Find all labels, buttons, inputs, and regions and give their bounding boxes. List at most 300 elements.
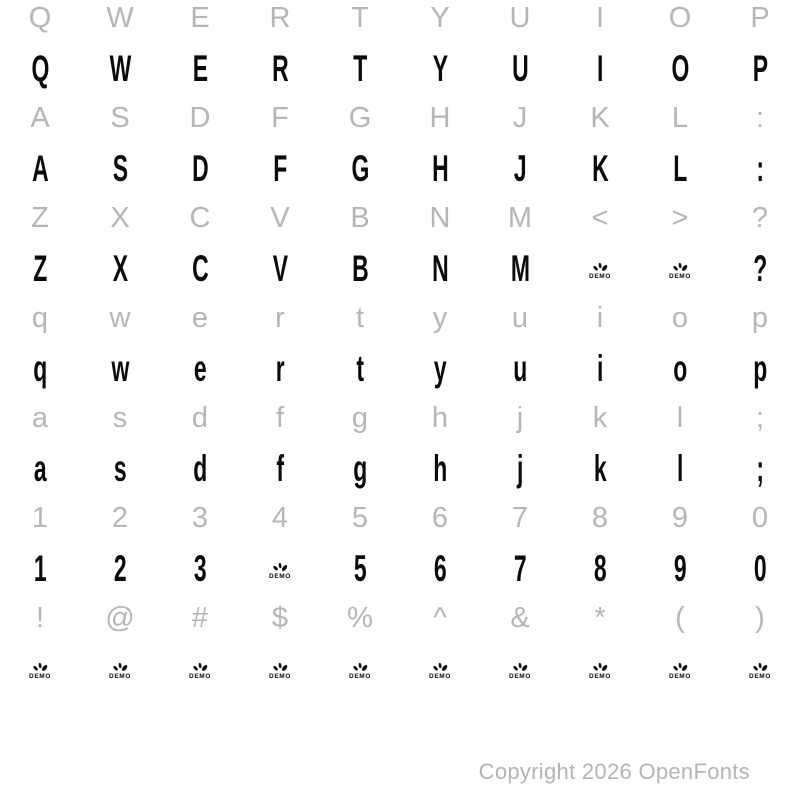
character-glyph: q	[32, 347, 48, 389]
character-glyph: u	[511, 301, 529, 334]
character-glyph: u	[512, 347, 528, 389]
demo-placeholder-glyph	[269, 561, 291, 581]
character-glyph: 8	[591, 501, 609, 534]
glyph-cell-r3-c5	[400, 143, 480, 193]
glyph-cell-r12-c7	[560, 593, 640, 643]
character-glyph: E	[192, 47, 208, 89]
glyph-cell-r9-c8	[640, 443, 720, 493]
demo-fleuron-icon	[752, 661, 769, 673]
character-glyph: i	[596, 347, 604, 389]
character-glyph: i	[596, 301, 604, 334]
character-glyph: )	[755, 601, 765, 634]
character-glyph: 7	[511, 501, 529, 534]
character-glyph: R	[271, 47, 289, 89]
copyright-watermark: Copyright 2026 OpenFonts	[478, 759, 750, 784]
character-glyph: 8	[593, 547, 607, 589]
glyph-cell-r4-c8	[640, 193, 720, 243]
character-glyph: D	[191, 147, 209, 189]
glyph-cell-r8-c0	[0, 393, 80, 443]
demo-placeholder-glyph	[29, 661, 51, 681]
glyph-cell-r0-c6	[480, 0, 560, 43]
character-glyph: o	[672, 347, 688, 389]
character-glyph: J	[512, 101, 528, 134]
character-glyph: T	[351, 1, 369, 34]
character-glyph: p	[752, 347, 768, 389]
glyph-cell-r7-c7	[560, 343, 640, 393]
glyph-cell-r9-c9	[720, 443, 800, 493]
glyph-cell-r8-c6	[480, 393, 560, 443]
glyph-cell-r9-c5	[400, 443, 480, 493]
glyph-cell-r13-c5	[400, 643, 480, 693]
glyph-cell-r4-c5	[400, 193, 480, 243]
character-glyph: 2	[111, 501, 129, 534]
character-glyph: <	[591, 201, 609, 234]
character-glyph: M	[510, 247, 530, 289]
glyph-cell-r0-c5	[400, 0, 480, 43]
glyph-cell-r11-c6	[480, 543, 560, 593]
character-glyph: #	[191, 601, 209, 634]
glyph-row-8-gray	[0, 393, 800, 443]
character-glyph: r	[275, 347, 285, 389]
glyph-cell-r6-c5	[400, 293, 480, 343]
glyph-cell-r0-c1	[80, 0, 160, 43]
character-glyph: A	[31, 147, 49, 189]
glyph-cell-r12-c9	[720, 593, 800, 643]
character-glyph: r	[275, 301, 285, 334]
glyph-cell-r13-c8	[640, 643, 720, 693]
glyph-cell-r12-c4	[320, 593, 400, 643]
character-glyph: $	[271, 601, 289, 634]
glyph-cell-r12-c0	[0, 593, 80, 643]
glyph-row-9-black	[0, 443, 800, 493]
glyph-row-7-black	[0, 343, 800, 393]
character-glyph: 1	[31, 501, 49, 534]
glyph-cell-r4-c0	[0, 193, 80, 243]
demo-label: DEMO	[349, 672, 371, 680]
glyph-cell-r3-c9	[720, 143, 800, 193]
glyph-cell-r5-c8	[640, 243, 720, 293]
character-glyph: V	[270, 201, 290, 234]
glyph-cell-r10-c1	[80, 493, 160, 543]
demo-fleuron-icon	[512, 661, 529, 673]
glyph-cell-r11-c5	[400, 543, 480, 593]
glyph-cell-r1-c0	[0, 43, 80, 93]
glyph-cell-r2-c6	[480, 93, 560, 143]
character-glyph: 6	[431, 501, 449, 534]
demo-label: DEMO	[589, 272, 611, 280]
demo-fleuron-icon	[672, 661, 689, 673]
character-glyph: O	[671, 47, 689, 89]
character-glyph: 5	[351, 501, 369, 534]
character-glyph: U	[509, 1, 531, 34]
demo-placeholder-glyph	[749, 661, 771, 681]
demo-label: DEMO	[109, 672, 131, 680]
glyph-cell-r5-c2	[160, 243, 240, 293]
glyph-cell-r4-c2	[160, 193, 240, 243]
glyph-row-6-gray	[0, 293, 800, 343]
glyph-cell-r0-c7	[560, 0, 640, 43]
glyph-cell-r1-c3	[240, 43, 320, 93]
glyph-cell-r13-c7	[560, 643, 640, 693]
glyph-row-13-black	[0, 643, 800, 693]
character-glyph: Z	[31, 201, 49, 234]
glyph-cell-r11-c2	[160, 543, 240, 593]
glyph-cell-r6-c0	[0, 293, 80, 343]
character-glyph: Q	[31, 47, 49, 89]
character-glyph: G	[348, 101, 372, 134]
glyph-cell-r6-c2	[160, 293, 240, 343]
glyph-cell-r7-c6	[480, 343, 560, 393]
glyph-cell-r7-c1	[80, 343, 160, 393]
character-glyph: g	[352, 447, 368, 489]
glyph-cell-r10-c0	[0, 493, 80, 543]
glyph-cell-r8-c7	[560, 393, 640, 443]
glyph-cell-r7-c0	[0, 343, 80, 393]
glyph-cell-r7-c9	[720, 343, 800, 393]
character-glyph: 0	[753, 547, 767, 589]
glyph-cell-r6-c9	[720, 293, 800, 343]
glyph-cell-r5-c6	[480, 243, 560, 293]
glyph-cell-r10-c6	[480, 493, 560, 543]
glyph-cell-r11-c0	[0, 543, 80, 593]
glyph-cell-r3-c6	[480, 143, 560, 193]
glyph-cell-r7-c8	[640, 343, 720, 393]
glyph-cell-r12-c5	[400, 593, 480, 643]
glyph-cell-r6-c7	[560, 293, 640, 343]
character-glyph: h	[431, 401, 449, 434]
glyph-cell-r11-c8	[640, 543, 720, 593]
demo-label: DEMO	[509, 672, 531, 680]
character-glyph: V	[272, 247, 288, 289]
character-glyph: Z	[32, 247, 48, 289]
glyph-cell-r12-c3	[240, 593, 320, 643]
glyph-cell-r6-c6	[480, 293, 560, 343]
glyph-cell-r1-c8	[640, 43, 720, 93]
character-glyph: e	[193, 347, 207, 389]
demo-placeholder-glyph	[669, 261, 691, 281]
character-glyph: 9	[671, 501, 689, 534]
glyph-cell-r8-c5	[400, 393, 480, 443]
character-glyph: 4	[271, 501, 289, 534]
character-glyph: P	[750, 1, 770, 34]
glyph-cell-r3-c0	[0, 143, 80, 193]
glyph-cell-r4-c7	[560, 193, 640, 243]
character-glyph: E	[190, 1, 210, 34]
glyph-cell-r12-c2	[160, 593, 240, 643]
glyph-cell-r10-c2	[160, 493, 240, 543]
glyph-cell-r9-c2	[160, 443, 240, 493]
glyph-cell-r5-c9	[720, 243, 800, 293]
character-glyph: 1	[33, 547, 47, 589]
character-glyph: U	[511, 47, 529, 89]
glyph-cell-r0-c8	[640, 0, 720, 43]
glyph-cell-r9-c4	[320, 443, 400, 493]
glyph-cell-r9-c7	[560, 443, 640, 493]
glyph-cell-r5-c0	[0, 243, 80, 293]
glyph-cell-r8-c2	[160, 393, 240, 443]
demo-placeholder-glyph	[509, 661, 531, 681]
glyph-cell-r3-c8	[640, 143, 720, 193]
glyph-cell-r0-c9	[720, 0, 800, 43]
character-glyph: a	[33, 447, 47, 489]
character-glyph: P	[752, 47, 768, 89]
glyph-cell-r4-c3	[240, 193, 320, 243]
character-glyph: I	[596, 47, 604, 89]
glyph-cell-r6-c8	[640, 293, 720, 343]
glyph-cell-r0-c3	[240, 0, 320, 43]
character-glyph: K	[590, 101, 610, 134]
character-glyph: o	[671, 301, 689, 334]
demo-fleuron-icon	[192, 661, 209, 673]
character-glyph: M	[507, 201, 533, 234]
character-glyph: y	[433, 347, 447, 389]
character-glyph: L	[671, 101, 689, 134]
glyph-cell-r13-c4	[320, 643, 400, 693]
glyph-cell-r11-c1	[80, 543, 160, 593]
glyph-cell-r3-c2	[160, 143, 240, 193]
glyph-row-5-black	[0, 243, 800, 293]
character-glyph: 3	[193, 547, 207, 589]
character-glyph: y	[432, 301, 448, 334]
glyph-cell-r2-c9	[720, 93, 800, 143]
glyph-cell-r0-c0	[0, 0, 80, 43]
glyph-cell-r11-c9	[720, 543, 800, 593]
glyph-cell-r11-c7	[560, 543, 640, 593]
character-glyph: 5	[353, 547, 367, 589]
character-glyph: d	[191, 401, 209, 434]
glyph-cell-r7-c4	[320, 343, 400, 393]
character-glyph: h	[432, 447, 448, 489]
character-glyph: H	[431, 147, 449, 189]
demo-fleuron-icon	[352, 661, 369, 673]
character-glyph: ^	[433, 601, 447, 634]
glyph-cell-r9-c6	[480, 443, 560, 493]
character-glyph: S	[112, 147, 128, 189]
glyph-cell-r8-c8	[640, 393, 720, 443]
character-glyph: 3	[191, 501, 209, 534]
glyph-cell-r13-c6	[480, 643, 560, 693]
glyph-cell-r8-c9	[720, 393, 800, 443]
character-glyph: l	[676, 447, 684, 489]
glyph-row-2-gray	[0, 93, 800, 143]
glyph-cell-r5-c4	[320, 243, 400, 293]
character-glyph: N	[429, 201, 451, 234]
character-glyph: l	[676, 401, 684, 434]
glyph-cell-r8-c4	[320, 393, 400, 443]
demo-placeholder-glyph	[429, 661, 451, 681]
character-glyph: w	[111, 347, 129, 389]
character-glyph: B	[350, 201, 370, 234]
character-glyph: *	[594, 601, 606, 634]
character-glyph: :	[756, 147, 764, 189]
character-glyph: w	[109, 301, 131, 334]
glyph-cell-r4-c6	[480, 193, 560, 243]
demo-label: DEMO	[429, 672, 451, 680]
demo-label: DEMO	[269, 672, 291, 680]
character-glyph: J	[513, 147, 527, 189]
glyph-cell-r6-c1	[80, 293, 160, 343]
glyph-cell-r0-c2	[160, 0, 240, 43]
demo-label: DEMO	[669, 272, 691, 280]
glyph-cell-r2-c2	[160, 93, 240, 143]
character-glyph: @	[105, 601, 135, 634]
glyph-cell-r11-c4	[320, 543, 400, 593]
character-glyph: F	[272, 147, 288, 189]
character-glyph: F	[271, 101, 289, 134]
demo-placeholder-glyph	[669, 661, 691, 681]
character-glyph: (	[675, 601, 685, 634]
glyph-cell-r5-c7	[560, 243, 640, 293]
character-glyph: k	[593, 447, 607, 489]
character-glyph: A	[30, 101, 50, 134]
character-glyph: Y	[432, 47, 448, 89]
character-glyph: ;	[755, 401, 765, 434]
glyph-cell-r8-c3	[240, 393, 320, 443]
character-glyph: >	[671, 201, 689, 234]
character-glyph: Y	[430, 1, 450, 34]
character-glyph: T	[352, 47, 368, 89]
demo-fleuron-icon	[592, 261, 609, 273]
glyph-cell-r9-c0	[0, 443, 80, 493]
character-glyph: s	[112, 401, 128, 434]
glyph-cell-r1-c4	[320, 43, 400, 93]
character-glyph: k	[592, 401, 608, 434]
character-glyph: W	[109, 47, 131, 89]
glyph-cell-r1-c2	[160, 43, 240, 93]
demo-fleuron-icon	[32, 661, 49, 673]
glyph-cell-r2-c7	[560, 93, 640, 143]
glyph-cell-r10-c5	[400, 493, 480, 543]
glyph-cell-r10-c3	[240, 493, 320, 543]
demo-label: DEMO	[669, 672, 691, 680]
character-glyph: &	[510, 601, 530, 634]
glyph-row-12-gray	[0, 593, 800, 643]
demo-fleuron-icon	[272, 661, 289, 673]
demo-placeholder-glyph	[109, 661, 131, 681]
character-glyph: N	[431, 247, 449, 289]
glyph-cell-r7-c5	[400, 343, 480, 393]
character-glyph: ?	[752, 247, 768, 289]
character-glyph: X	[112, 247, 128, 289]
glyph-cell-r2-c5	[400, 93, 480, 143]
character-glyph: g	[351, 401, 369, 434]
glyph-row-11-black	[0, 543, 800, 593]
glyph-cell-r1-c6	[480, 43, 560, 93]
glyph-cell-r5-c5	[400, 243, 480, 293]
demo-placeholder-glyph	[589, 661, 611, 681]
glyph-cell-r6-c4	[320, 293, 400, 343]
glyph-cell-r5-c1	[80, 243, 160, 293]
glyph-cell-r11-c3	[240, 543, 320, 593]
glyph-cell-r10-c7	[560, 493, 640, 543]
character-glyph: C	[189, 201, 211, 234]
character-glyph: t	[356, 347, 364, 389]
glyph-row-3-black	[0, 143, 800, 193]
character-glyph: f	[275, 401, 285, 434]
character-glyph: G	[351, 147, 369, 189]
demo-label: DEMO	[749, 672, 771, 680]
character-glyph: p	[751, 301, 769, 334]
glyph-cell-r2-c4	[320, 93, 400, 143]
character-glyph: B	[351, 247, 369, 289]
demo-fleuron-icon	[592, 661, 609, 673]
glyph-cell-r12-c1	[80, 593, 160, 643]
demo-placeholder-glyph	[349, 661, 371, 681]
glyph-cell-r2-c3	[240, 93, 320, 143]
character-glyph: ;	[756, 447, 764, 489]
glyph-cell-r9-c3	[240, 443, 320, 493]
character-glyph: I	[595, 1, 605, 34]
character-glyph: 9	[673, 547, 687, 589]
character-glyph: Q	[28, 1, 52, 34]
character-glyph: f	[276, 447, 284, 489]
glyph-cell-r5-c3	[240, 243, 320, 293]
demo-fleuron-icon	[112, 661, 129, 673]
character-glyph: O	[668, 1, 692, 34]
character-glyph: e	[191, 301, 209, 334]
demo-placeholder-glyph	[589, 261, 611, 281]
glyph-cell-r6-c3	[240, 293, 320, 343]
glyph-cell-r3-c3	[240, 143, 320, 193]
glyph-cell-r3-c4	[320, 143, 400, 193]
demo-placeholder-glyph	[269, 661, 291, 681]
character-glyph: 6	[433, 547, 447, 589]
glyph-cell-r12-c6	[480, 593, 560, 643]
glyph-row-1-black	[0, 43, 800, 93]
glyph-row-10-gray	[0, 493, 800, 543]
glyph-cell-r2-c8	[640, 93, 720, 143]
character-glyph: D	[189, 101, 211, 134]
character-glyph: q	[31, 301, 49, 334]
glyph-cell-r2-c0	[0, 93, 80, 143]
demo-fleuron-icon	[432, 661, 449, 673]
glyph-cell-r13-c0	[0, 643, 80, 693]
glyph-cell-r12-c8	[640, 593, 720, 643]
glyph-cell-r7-c3	[240, 343, 320, 393]
character-glyph: 7	[513, 547, 527, 589]
glyph-cell-r4-c1	[80, 193, 160, 243]
glyph-cell-r4-c9	[720, 193, 800, 243]
glyph-cell-r9-c1	[80, 443, 160, 493]
character-glyph: X	[110, 201, 130, 234]
demo-label: DEMO	[589, 672, 611, 680]
character-glyph: d	[192, 447, 208, 489]
glyph-cell-r3-c7	[560, 143, 640, 193]
character-glyph: !	[35, 601, 45, 634]
glyph-cell-r4-c4	[320, 193, 400, 243]
glyph-cell-r10-c4	[320, 493, 400, 543]
glyph-cell-r13-c2	[160, 643, 240, 693]
character-glyph: R	[269, 1, 291, 34]
glyph-cell-r10-c9	[720, 493, 800, 543]
glyph-cell-r1-c9	[720, 43, 800, 93]
glyph-cell-r1-c1	[80, 43, 160, 93]
character-glyph: ?	[751, 201, 769, 234]
glyph-cell-r10-c8	[640, 493, 720, 543]
glyph-cell-r1-c7	[560, 43, 640, 93]
glyph-cell-r13-c1	[80, 643, 160, 693]
glyph-cell-r13-c9	[720, 643, 800, 693]
character-glyph: a	[31, 401, 49, 434]
character-glyph: 2	[113, 547, 127, 589]
character-glyph: t	[355, 301, 365, 334]
glyph-row-0-gray	[0, 0, 800, 43]
glyph-cell-r3-c1	[80, 143, 160, 193]
character-glyph: K	[591, 147, 609, 189]
glyph-cell-r8-c1	[80, 393, 160, 443]
glyph-cell-r0-c4	[320, 0, 400, 43]
glyph-row-4-gray	[0, 193, 800, 243]
